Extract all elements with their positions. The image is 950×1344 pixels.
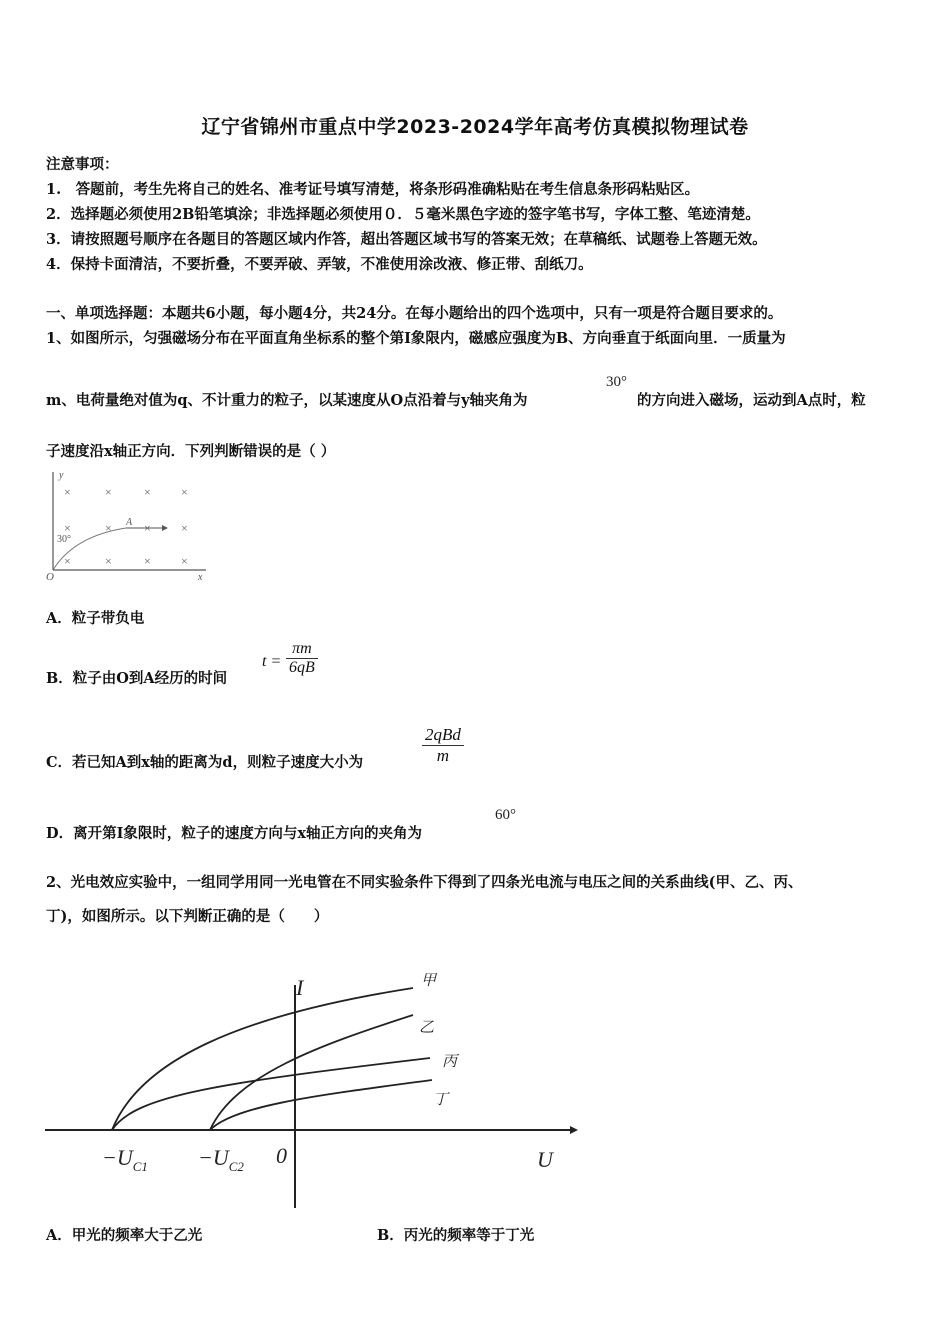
- field-cross: ×: [105, 485, 112, 499]
- q1-line-2b: 的方向进入磁场，运动到A点时，粒: [637, 392, 866, 409]
- q1-option-a: A．粒子带负电: [46, 610, 145, 627]
- notice-item-4: 4．保持卡面清洁，不要折叠，不要弄破、弄皱，不准使用涂改液、修正带、刮纸刀。: [46, 256, 593, 273]
- field-cross: ×: [105, 554, 112, 568]
- notice-item-2: 2．选择题必须使用2B铅笔填涂；非选择题必须使用０．５毫米黑色字迹的签字笔书写，字体工整、笔迹清楚。: [46, 206, 760, 223]
- u-axis-label: U: [537, 1147, 553, 1172]
- y-axis-label: y: [59, 470, 64, 481]
- curve-label-ding: 丁: [433, 1092, 449, 1108]
- notice-heading: 注意事项：: [46, 156, 119, 173]
- q2-option-b: B．丙光的频率等于丁光: [377, 1227, 535, 1244]
- field-cross: ×: [181, 554, 188, 568]
- field-cross: ×: [64, 521, 71, 535]
- curve-label-yi: 乙: [419, 1020, 435, 1036]
- fraction-numerator: 2qBd: [422, 725, 464, 746]
- fraction-denominator: 6qB: [289, 659, 315, 676]
- x-axis-label: x: [198, 572, 203, 583]
- point-a-label: A: [126, 517, 133, 528]
- q1-option-d: D．离开第Ⅰ象限时，粒子的速度方向与x轴正方向的夹角为: [46, 825, 422, 842]
- curve-jia: [112, 988, 413, 1130]
- notice-item-1: 1. 答题前，考生先将自己的姓名、准考证号填写清楚，将条形码准确粘贴在考生信息条形码粘贴区。: [46, 181, 700, 198]
- i-axis-label: I: [296, 975, 304, 1000]
- q1-angle: 30°: [606, 374, 627, 390]
- q1-option-c-fraction: [422, 725, 464, 766]
- q1-line-2a: m、电荷量绝对值为q、不计重力的粒子，以某速度从O点沿着与y轴夹角为: [46, 392, 528, 409]
- q2-line-1: 2、光电效应实验中，一组同学用同一光电管在不同实验条件下得到了四条光电流与电压之间的关系曲线(甲、乙、丙、: [46, 874, 803, 891]
- q1-magnetic-field-figure: [44, 466, 214, 584]
- notice-item-3: 3．请按照题号顺序在各题目的答题区域内作答，超出答题区域书写的答案无效；在草稿纸、试题卷上答题无效。: [46, 231, 767, 248]
- q2-option-a: A．甲光的频率大于乙光: [46, 1227, 203, 1244]
- q2-photoelectric-graph: [40, 965, 585, 1215]
- origin-label: 0: [276, 1143, 287, 1168]
- q1-option-c: C．若已知A到x轴的距离为d，则粒子速度大小为: [46, 754, 364, 771]
- u-axis-arrow: [570, 1126, 578, 1134]
- q2-line-2: 丁)，如图所示。以下判断正确的是（ ）: [46, 908, 329, 925]
- field-cross: ×: [144, 554, 151, 568]
- q1-line-1: 1、如图所示，匀强磁场分布在平面直角坐标系的整个第Ⅰ象限内，磁感应强度为B、方向垂直于纸面向里．一质量为: [46, 330, 786, 347]
- origin-label: O: [46, 571, 54, 583]
- uc2-label: $-U_{C2}$: [198, 1145, 244, 1174]
- uc1-label: $-U_{C1}$: [102, 1145, 148, 1174]
- field-cross: ×: [181, 521, 188, 535]
- curve-label-bing: 丙: [442, 1054, 458, 1070]
- curve-bing: [112, 1058, 430, 1130]
- fraction-denominator: m: [436, 746, 450, 765]
- angle-label: 30°: [57, 534, 71, 545]
- section-heading: 一、单项选择题：本题共6小题，每小题4分，共24分。在每小题给出的四个选项中，只有一项是符合题目要求的。: [46, 305, 783, 322]
- field-cross: ×: [144, 485, 151, 499]
- q1-line-3: 子速度沿x轴正方向．下列判断错误的是（ ）: [46, 443, 336, 460]
- curve-ding: [210, 1080, 432, 1130]
- fraction-numerator: πm: [286, 640, 318, 659]
- arrow-head: [162, 525, 168, 531]
- field-cross: ×: [105, 521, 112, 535]
- field-cross: ×: [144, 521, 151, 535]
- q1-option-b-fraction: [286, 640, 318, 677]
- q1-option-d-angle: 60°: [495, 807, 516, 823]
- field-cross: ×: [181, 485, 188, 499]
- curve-label-jia: 甲: [421, 973, 437, 989]
- page-title: 辽宁省锦州市重点中学2023-2024学年高考仿真模拟物理试卷: [201, 116, 749, 138]
- q1-option-b: B．粒子由O到A经历的时间: [46, 670, 228, 687]
- field-cross: ×: [64, 554, 71, 568]
- q1-option-b-lhs: t =: [262, 653, 282, 670]
- field-cross: ×: [64, 485, 71, 499]
